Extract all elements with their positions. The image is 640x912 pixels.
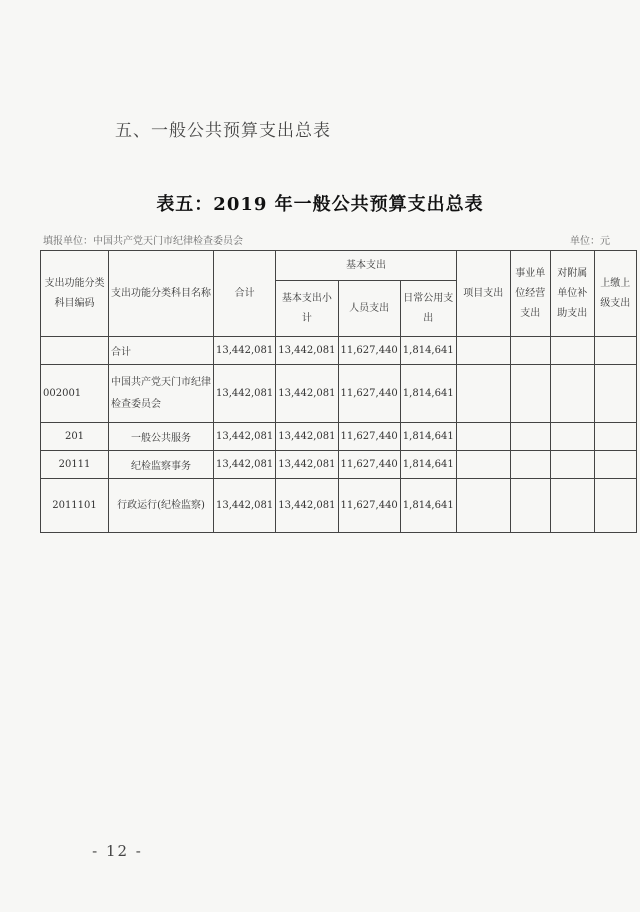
cell-personnel: 11,627,440	[338, 337, 400, 365]
budget-table	[40, 250, 637, 533]
cell-code: 002001	[41, 365, 109, 423]
cell-total: 13,442,081	[214, 337, 276, 365]
table-row	[41, 423, 637, 451]
cell-business	[510, 451, 550, 479]
cell-total: 13,442,081	[214, 479, 276, 533]
cell-personnel: 11,627,440	[338, 479, 400, 533]
cell-total: 13,442,081	[214, 451, 276, 479]
reporting-unit: 填报单位：中国共产党天门市纪律检查委员会	[43, 236, 243, 247]
cell-personnel: 11,627,440	[338, 451, 400, 479]
cell-code: 2011101	[41, 479, 109, 533]
cell-basic-subtotal: 13,442,081	[276, 479, 338, 533]
cell-subsidy	[550, 451, 594, 479]
cell-personnel: 11,627,440	[338, 423, 400, 451]
cell-code: 20111	[41, 451, 109, 479]
table-row	[41, 451, 637, 479]
cell-personnel: 11,627,440	[338, 365, 400, 423]
header-personnel: 人员支出	[338, 281, 400, 337]
cell-name: 合计	[109, 337, 214, 365]
cell-public: 1,814,641	[400, 479, 456, 533]
header-basic-subtotal: 基本支出小计	[276, 281, 338, 337]
cell-project	[456, 479, 510, 533]
header-subsidy: 对附属单位补助支出	[550, 251, 594, 337]
header-total: 合计	[214, 251, 276, 337]
cell-project	[456, 423, 510, 451]
cell-subsidy	[550, 337, 594, 365]
table-title: 表五：2019 年一般公共预算支出总表	[156, 194, 484, 215]
table-row	[41, 337, 637, 365]
cell-public: 1,814,641	[400, 423, 456, 451]
cell-project	[456, 365, 510, 423]
cell-remit	[594, 451, 636, 479]
cell-name: 纪检监察事务	[109, 451, 214, 479]
cell-code	[41, 337, 109, 365]
cell-subsidy	[550, 423, 594, 451]
cell-name: 行政运行(纪检监察)	[109, 479, 214, 533]
cell-basic-subtotal: 13,442,081	[276, 451, 338, 479]
cell-basic-subtotal: 13,442,081	[276, 337, 338, 365]
cell-business	[510, 365, 550, 423]
currency-unit: 单位：元	[570, 236, 610, 247]
cell-name: 中国共产党天门市纪律检查委员会	[109, 365, 214, 423]
cell-total: 13,442,081	[214, 423, 276, 451]
cell-business	[510, 337, 550, 365]
cell-name: 一般公共服务	[109, 423, 214, 451]
cell-public: 1,814,641	[400, 365, 456, 423]
cell-remit	[594, 337, 636, 365]
cell-basic-subtotal: 13,442,081	[276, 423, 338, 451]
cell-project	[456, 337, 510, 365]
header-code: 支出功能分类科目编码	[41, 251, 109, 337]
header-business: 事业单位经营支出	[510, 251, 550, 337]
cell-public: 1,814,641	[400, 337, 456, 365]
cell-business	[510, 479, 550, 533]
cell-public: 1,814,641	[400, 451, 456, 479]
cell-remit	[594, 479, 636, 533]
header-public: 日常公用支出	[400, 281, 456, 337]
header-project: 项目支出	[456, 251, 510, 337]
cell-basic-subtotal: 13,442,081	[276, 365, 338, 423]
page-number: - 12 -	[92, 842, 143, 860]
table-row	[41, 365, 637, 423]
cell-remit	[594, 365, 636, 423]
cell-total: 13,442,081	[214, 365, 276, 423]
cell-subsidy	[550, 479, 594, 533]
header-basic: 基本支出	[276, 251, 456, 281]
cell-remit	[594, 423, 636, 451]
cell-code: 201	[41, 423, 109, 451]
cell-business	[510, 423, 550, 451]
cell-project	[456, 451, 510, 479]
header-name: 支出功能分类科目名称	[109, 251, 214, 337]
header-remit: 上缴上级支出	[594, 251, 636, 337]
section-title: 五、一般公共预算支出总表	[115, 121, 331, 141]
table-row	[41, 479, 637, 533]
cell-subsidy	[550, 365, 594, 423]
